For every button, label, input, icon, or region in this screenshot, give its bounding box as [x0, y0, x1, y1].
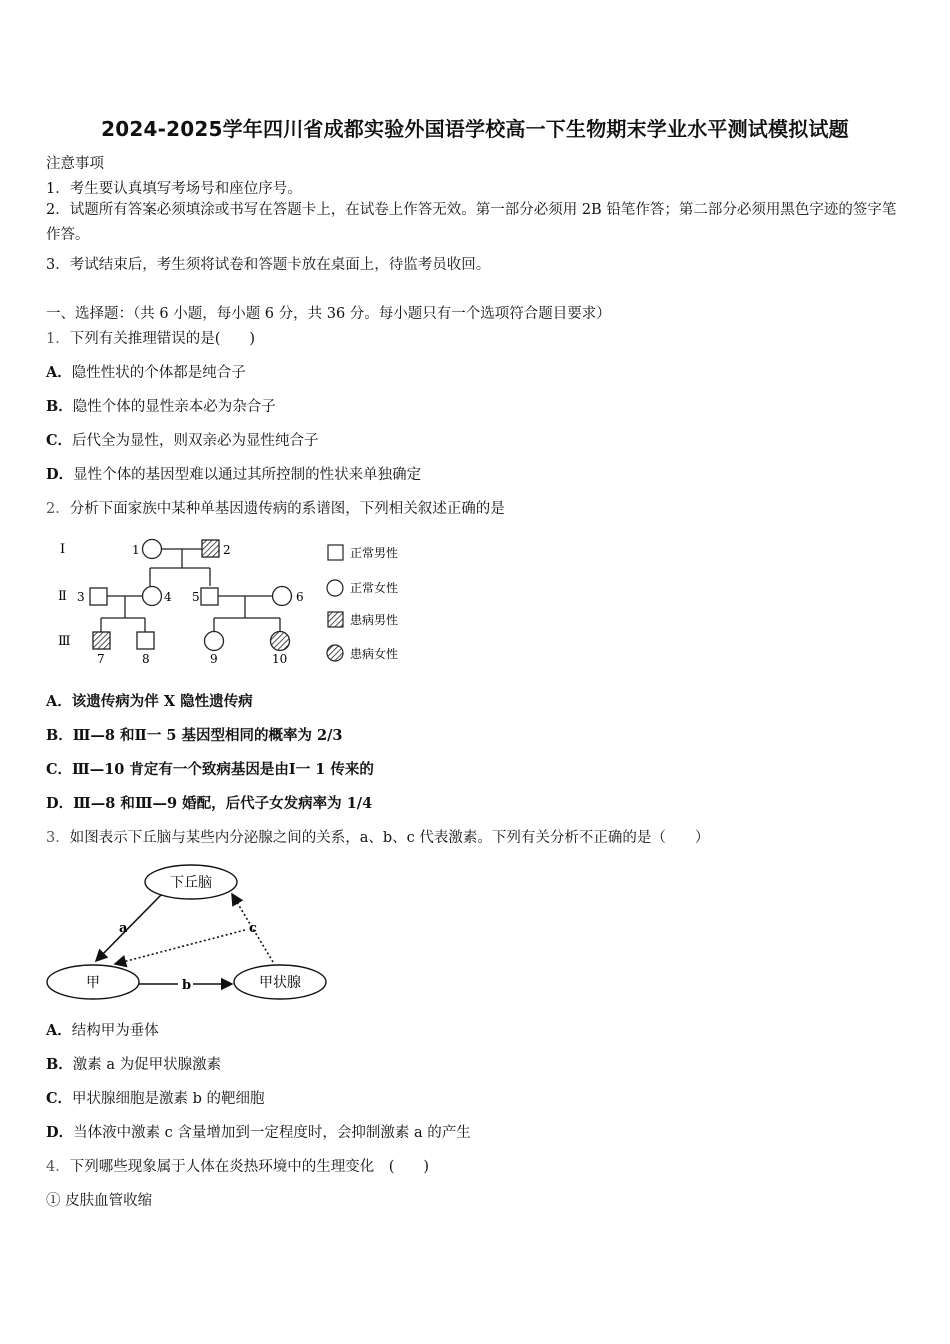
option-text: 隐性个体的显性亲本必为杂合子: [72, 399, 276, 415]
individual-1: [143, 540, 162, 559]
legend-affected-female-symbol: [327, 645, 343, 661]
question-2: [46, 497, 505, 518]
q3-option-c: [46, 1087, 265, 1108]
individual-10: [271, 632, 290, 651]
individual-id: 2: [223, 543, 231, 557]
pedigree-chart: [50, 532, 430, 672]
option-label: D．: [46, 466, 74, 483]
option-text: Ⅲ—8 和Ⅱ一 5 基因型相同的概率为 2/3: [72, 727, 343, 744]
q2-option-b: [46, 724, 343, 745]
q3-option-d: [46, 1121, 471, 1142]
question-number: 3．: [46, 830, 70, 846]
question-4: [46, 1155, 429, 1176]
notice-item-1: 1．考生要认真填写考场号和座位序号。: [46, 181, 302, 197]
generation-label: Ⅲ: [58, 634, 71, 649]
q2-option-c: [46, 758, 374, 779]
q3-option-a: [46, 1019, 159, 1040]
question-1: [46, 327, 255, 348]
option-text: 当体液中激素 c 含量增加到一定程度时，会抑制激素 a 的产生: [73, 1125, 471, 1141]
option-text: Ⅲ—8 和Ⅲ—9 婚配，后代子女发病率为 1/4: [73, 795, 373, 812]
node-label: 甲状腺: [259, 975, 301, 991]
option-label: D．: [46, 795, 74, 812]
individual-id: 10: [272, 652, 288, 666]
arrow-c-left: [115, 930, 245, 964]
option-text: 隐性性状的个体都是纯合子: [71, 365, 246, 381]
q1-option-c: [46, 429, 319, 450]
q2-option-d: [46, 792, 372, 813]
individual-id: 6: [296, 590, 304, 604]
q1-option-d: [46, 463, 421, 484]
label-c: c: [249, 921, 257, 936]
option-text: 后代全为显性，则双亲必为显性纯合子: [72, 433, 319, 449]
notice-heading: 注意事项: [46, 156, 104, 172]
label-a: a: [119, 921, 128, 936]
question-stem: 如图表示下丘脑与某些内分泌腺之间的关系，a、b、c 代表激素。下列有关分析不正确的是（ ）: [69, 830, 710, 846]
question-stem: 下列有关推理错误的是( ): [69, 331, 256, 347]
generation-label: Ⅱ: [58, 589, 67, 604]
q1-option-a: [46, 361, 246, 382]
individual-7: [93, 632, 110, 649]
legend-label: 正常男性: [350, 546, 399, 560]
individual-id: 5: [192, 590, 200, 604]
q2-option-a: [46, 690, 253, 711]
option-text: 显性个体的基因型难以通过其所控制的性状来单独确定: [73, 467, 422, 483]
legend-label: 患病女性: [350, 647, 399, 661]
question-3: [46, 826, 709, 847]
option-text: Ⅲ—10 肯定有一个致病基因是由Ⅰ一 1 传来的: [72, 761, 374, 778]
q3-option-b: [46, 1053, 221, 1074]
individual-id: 1: [132, 543, 140, 557]
question-number: 1．: [46, 331, 70, 347]
individual-4: [143, 587, 162, 606]
option-label: B．: [46, 1056, 73, 1073]
generation-label: Ⅰ: [60, 542, 66, 557]
question-stem: 下列哪些现象属于人体在炎热环境中的生理变化 ( ): [69, 1159, 430, 1175]
option-label: C．: [46, 432, 73, 449]
individual-3: [90, 588, 107, 605]
individual-id: 8: [142, 652, 150, 666]
label-b: b: [182, 978, 192, 993]
notice-item-3: 3．考试结束后，考生须将试卷和答题卡放在桌面上，待监考员收回。: [46, 257, 491, 273]
question-stem: 分析下面家族中某种单基因遗传病的系谱图，下列相关叙述正确的是: [69, 501, 505, 517]
legend-normal-male-symbol: [328, 545, 343, 560]
question-number: 2．: [46, 501, 70, 517]
node-label: 下丘脑: [170, 875, 212, 891]
notice-item-2: 2．试题所有答案必须填涂或书写在答题卡上，在试卷上作答无效。第一部分必须用 2B 铅笔作答；第二部分必须用黑色字迹的签字笔作答。: [46, 202, 897, 243]
arrow-a: [96, 895, 161, 961]
individual-2: [202, 540, 219, 557]
option-label: C．: [46, 761, 73, 778]
individual-id: 7: [97, 652, 105, 666]
option-label: B．: [46, 398, 73, 415]
q4-item-1: ① 皮肤血管收缩: [46, 1193, 153, 1209]
legend-label: 正常女性: [350, 581, 399, 595]
individual-id: 4: [164, 590, 172, 604]
individual-id: 3: [77, 590, 85, 604]
legend-affected-male-symbol: [328, 612, 343, 627]
exam-title: 2024-2025学年四川省成都实验外国语学校高一下生物期末学业水平测试模拟试题: [101, 117, 849, 141]
q1-option-b: [46, 395, 276, 416]
hormone-diagram: [40, 858, 340, 1008]
legend-label: 患病男性: [350, 613, 399, 627]
section-heading: 一、选择题：（共 6 小题，每小题 6 分，共 36 分。每小题只有一个选项符合题目要求）: [46, 306, 611, 322]
option-label: B．: [46, 727, 73, 744]
option-label: A．: [46, 693, 72, 710]
individual-8: [137, 632, 154, 649]
individual-id: 9: [210, 652, 218, 666]
option-label: A．: [46, 364, 72, 381]
option-text: 甲状腺细胞是激素 b 的靶细胞: [72, 1091, 265, 1107]
option-text: 激素 a 为促甲状腺激素: [72, 1057, 222, 1073]
option-text: 该遗传病为伴 X 隐性遗传病: [71, 693, 253, 710]
question-number: 4．: [46, 1159, 70, 1175]
legend-normal-female-symbol: [327, 580, 343, 596]
individual-6: [273, 587, 292, 606]
option-text: 结构甲为垂体: [71, 1023, 159, 1039]
individual-5: [201, 588, 218, 605]
option-label: C．: [46, 1090, 73, 1107]
option-label: D．: [46, 1124, 74, 1141]
individual-9: [205, 632, 224, 651]
option-label: A．: [46, 1022, 72, 1039]
node-label: 甲: [86, 975, 100, 991]
